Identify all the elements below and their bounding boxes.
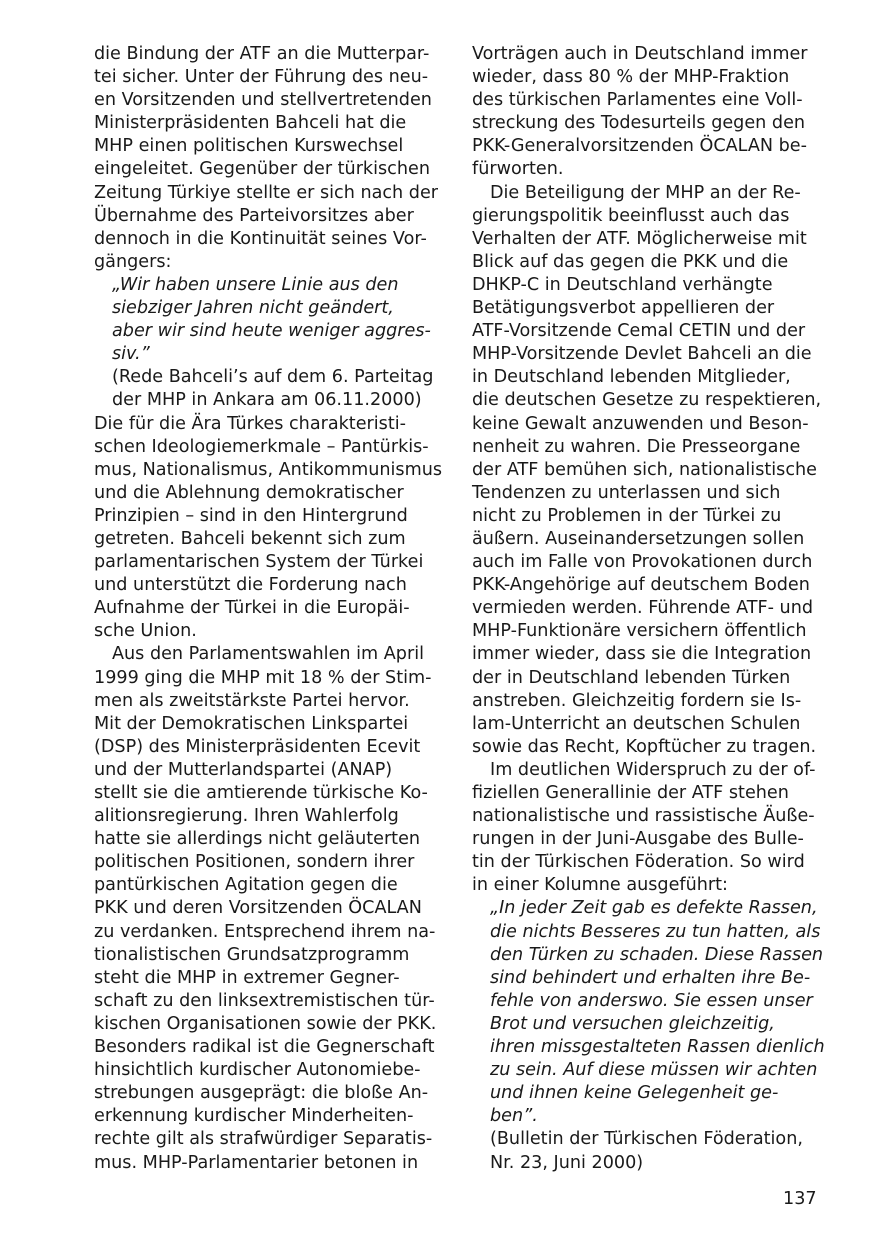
text-line: Besonders radikal ist die Gegnerschaft <box>94 1037 435 1058</box>
text-line: und unterstützt die Forderung nach <box>94 575 407 596</box>
text-line: der in Deutschland lebenden Türken <box>472 667 791 688</box>
text-line: Betätigungsverbot appellieren der <box>472 298 775 319</box>
text-line: nenheit zu wahren. Die Presseorgane <box>472 436 801 457</box>
text-line: Die für die Ära Türkes charakteristi- <box>94 413 406 434</box>
text-line: lam-Unterricht an deutschen Schulen <box>472 713 801 734</box>
text-line: des türkischen Parlamentes eine Voll- <box>472 90 803 111</box>
right-quote <box>472 897 825 1128</box>
left-column <box>94 43 442 1175</box>
text-line: fiziellen Generallinie der ATF stehen <box>472 783 789 803</box>
text-line: Ministerpräsidenten Bahceli hat die <box>94 113 407 134</box>
text-line: men als zweitstärkste Partei hervor. <box>94 690 410 711</box>
left-para-elections <box>94 643 442 1174</box>
text-line: alitionsregierung. Ihren Wahlerfolg <box>94 806 399 827</box>
text-line: streckung des Todesurteils gegen den <box>472 113 806 134</box>
left-quote <box>94 274 442 366</box>
text-line: keine Gewalt anzuwenden und Beson- <box>472 413 809 434</box>
text-line: Aufnahme der Türkei in die Europäi- <box>94 598 410 619</box>
right-quote-source <box>472 1128 825 1174</box>
quote-line: sind behindert und erhalten ihre Be- <box>490 967 811 988</box>
text-line: PKK und deren Vorsitzenden ÖCALAN <box>94 898 422 919</box>
text-line: sowie das Recht, Kopftücher zu tragen. <box>472 736 817 757</box>
text-line: mus, Nationalismus, Antikommunismus <box>94 459 443 480</box>
text-line: gängers: <box>94 251 172 272</box>
text-line: Verhalten der ATF. Möglicherweise mit <box>472 228 807 249</box>
text-line: zu verdanken. Entsprechend ihrem na- <box>94 921 436 942</box>
text-line: in einer Kolumne ausgeführt: <box>472 875 728 896</box>
text-line: Vorträgen auch in Deutschland immer <box>472 44 808 64</box>
text-line: hinsichtlich kurdischer Autonomiebe- <box>94 1060 421 1081</box>
text-line: MHP einen politischen Kurswechsel <box>94 136 404 157</box>
quote-line: Brot und versuchen gleichzeitig, <box>490 1013 775 1034</box>
right-para-participation <box>472 182 825 759</box>
source-line: der MHP in Ankara am 06.11.2000) <box>112 390 422 411</box>
quote-line: ben”. <box>490 1106 538 1127</box>
text-line: immer wieder, dass sie die Integration <box>472 644 812 665</box>
quote-line: und ihnen keine Gelegenheit ge- <box>490 1083 779 1104</box>
left-para-continuation <box>94 43 442 274</box>
page-number: 137 <box>783 1189 817 1209</box>
text-line: steht die MHP in extremer Gegner- <box>94 967 400 988</box>
quote-line: ihren missgestalteten Rassen dienlich <box>490 1037 825 1058</box>
text-line: tei sicher. Unter der Führung des neu- <box>94 67 429 88</box>
text-line: Aus den Parlamentswahlen im April <box>112 644 424 665</box>
source-line: (Rede Bahceli’s auf dem 6. Parteitag <box>112 367 434 388</box>
text-line: hatte sie allerdings nicht geläuterten <box>94 829 421 850</box>
text-line: MHP-Vorsitzende Devlet Bahceli an die <box>472 344 812 365</box>
text-line: schen Ideologiemerkmale – Pantürkis- <box>94 436 429 457</box>
text-line: in Deutschland lebenden Mitglieder, <box>472 367 791 388</box>
text-line: auch im Falle von Provokationen durch <box>472 552 813 573</box>
text-line: politischen Positionen, sondern ihrer <box>94 852 415 873</box>
right-para-continuation <box>472 43 825 182</box>
text-line: Im deutlichen Widerspruch zu der of- <box>490 759 816 780</box>
text-line: Mit der Demokratischen Linkspartei <box>94 713 409 734</box>
text-line: nationalistische und rassistische Äuße- <box>472 806 815 827</box>
text-line: MHP-Funktionäre versichern öffentlich <box>472 621 807 642</box>
text-line: Blick auf das gegen die PKK und die <box>472 251 789 272</box>
quote-line: „In jeder Zeit gab es defekte Rassen, <box>490 898 818 919</box>
text-line: erkennung kurdischer Minderheiten- <box>94 1106 414 1127</box>
text-line: die Bindung der ATF an die Mutterpar- <box>94 44 430 64</box>
text-line: eingeleitet. Gegenüber der türkischen <box>94 159 430 180</box>
text-line: wieder, dass 80 % der MHP-Fraktion <box>472 67 790 88</box>
text-line: rechte gilt als strafwürdiger Separatis- <box>94 1129 433 1150</box>
text-line: (DSP) des Ministerpräsidenten Ecevit <box>94 736 421 757</box>
source-line: (Bulletin der Türkischen Föderation, <box>490 1129 803 1150</box>
quote-line: siv.” <box>112 344 150 365</box>
quote-line: siebziger Jahren nicht geändert, <box>112 298 394 319</box>
text-line: äußern. Auseinandersetzungen sollen <box>472 528 805 549</box>
text-line: tionalistischen Grundsatzprogramm <box>94 944 410 965</box>
text-line: vermieden werden. Führende ATF- und <box>472 598 814 619</box>
text-line: getreten. Bahceli bekennt sich zum <box>94 528 406 549</box>
text-line: Übernahme des Parteivorsitzes aber <box>94 205 414 226</box>
left-quote-source <box>94 366 442 412</box>
text-line: kischen Organisationen sowie der PKK. <box>94 1013 437 1034</box>
right-column <box>472 43 825 1175</box>
text-line: DHKP-C in Deutschland verhängte <box>472 274 773 295</box>
text-line: en Vorsitzenden und stellvertretenden <box>94 90 432 111</box>
quote-line: „Wir haben unsere Linie aus den <box>112 274 399 295</box>
text-line: dennoch in die Kontinuität seines Vor- <box>94 228 427 249</box>
source-line: Nr. 23, Juni 2000) <box>490 1152 644 1173</box>
text-line: sche Union. <box>94 621 197 642</box>
text-line: parlamentarischen System der Türkei <box>94 552 424 573</box>
text-line: schaft zu den linksextremistischen tür- <box>94 990 435 1011</box>
text-line: PKK-Angehörige auf deutschem Boden <box>472 575 810 596</box>
text-line: tin der Türkischen Föderation. So wird <box>472 852 805 873</box>
text-line: und die Ablehnung demokratischer <box>94 482 404 503</box>
text-line: fürworten. <box>472 159 564 180</box>
text-line: Zeitung Türkiye stellte er sich nach der <box>94 182 439 203</box>
text-line: strebungen ausgeprägt: die bloße An- <box>94 1083 429 1104</box>
text-line: und der Mutterlandspartei (ANAP) <box>94 759 393 780</box>
quote-line: den Türken zu schaden. Diese Rassen <box>490 944 824 965</box>
right-para-contradiction <box>472 759 825 898</box>
text-line: Prinzipien – sind in den Hintergrund <box>94 505 408 526</box>
text-line: anstreben. Gleichzeitig fordern sie Is- <box>472 690 802 711</box>
left-para-ideology <box>94 413 442 644</box>
text-line: nicht zu Problemen in der Türkei zu <box>472 505 782 526</box>
text-line: gierungspolitik beeinflusst auch das <box>472 205 790 226</box>
quote-line: fehle von anderswo. Sie essen unser <box>490 990 813 1011</box>
text-line: stellt sie die amtierende türkische Ko- <box>94 783 428 803</box>
text-line: die deutschen Gesetze zu respektieren, <box>472 390 822 411</box>
text-line: pantürkischen Agitation gegen die <box>94 875 398 896</box>
text-line: rungen in der Juni-Ausgabe des Bulle- <box>472 829 804 850</box>
text-line: Die Beteiligung der MHP an der Re- <box>490 182 801 203</box>
text-line: 1999 ging die MHP mit 18 % der Stim- <box>94 667 432 688</box>
quote-line: aber wir sind heute weniger aggres- <box>112 321 431 342</box>
text-line: PKK-Generalvorsitzenden ÖCALAN be- <box>472 136 807 157</box>
text-line: Tendenzen zu unterlassen und sich <box>472 482 781 503</box>
text-line: mus. MHP-Parlamentarier betonen in <box>94 1152 419 1173</box>
text-line: ATF-Vorsitzende Cemal CETIN und der <box>472 321 806 342</box>
text-line: der ATF bemühen sich, nationalistische <box>472 459 817 480</box>
quote-line: zu sein. Auf diese müssen wir achten <box>490 1060 818 1081</box>
quote-line: die nichts Besseres zu tun hatten, als <box>490 921 821 942</box>
